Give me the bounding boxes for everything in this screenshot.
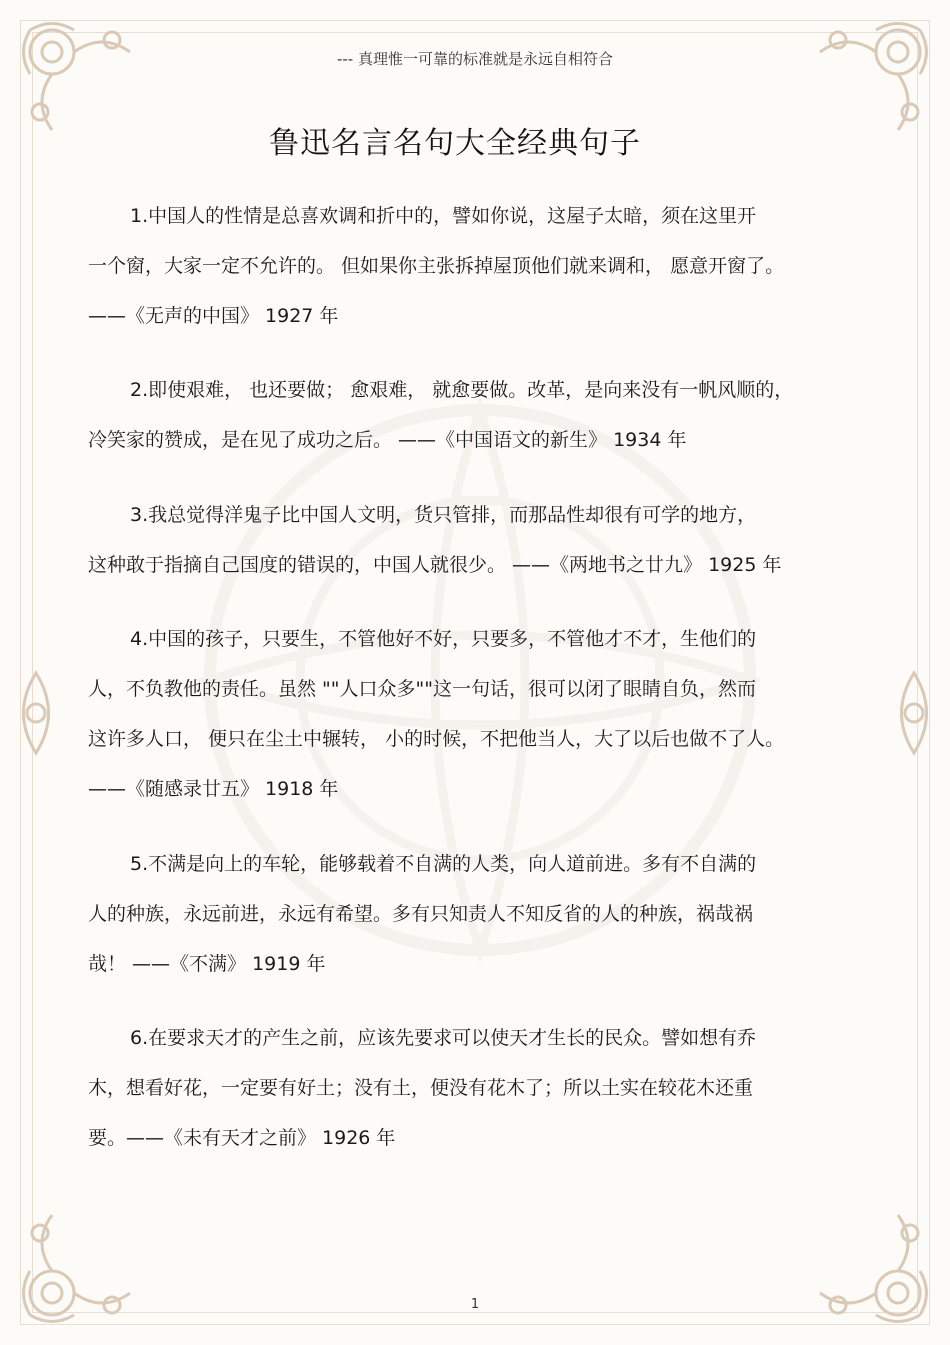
- header-quote: --- 真理惟一可靠的标准就是永远自相符合: [336, 50, 613, 68]
- quote-line: 木，想看好花，一定要有好土；没有土，便没有花木了；所以土实在较花木还重: [88, 1077, 754, 1099]
- quote-line: 这种敢于指摘自己国度的错误的，中国人就很少。 ——《两地书之廿九》 1925 年: [88, 554, 782, 576]
- quote-line: 哉！ ——《不满》 1919 年: [88, 953, 326, 975]
- quote-line: 6.在要求天才的产生之前，应该先要求可以使天才生长的民众。譬如想有乔: [130, 1027, 757, 1049]
- quote-item: [88, 191, 868, 341]
- quote-line: 这许多人口， 便只在尘土中辗转， 小的时候，不把他当人，大了以后也做不了人。: [88, 728, 785, 750]
- quote-item: [88, 1013, 868, 1163]
- side-ornament-left: [6, 668, 66, 758]
- corner-ornament-bottom-left: [12, 1203, 142, 1333]
- quote-item: [88, 490, 868, 590]
- quote-line: 人的种族，永远前进，永远有希望。多有只知责人不知反省的人的种族，祸哉祸: [88, 903, 754, 925]
- quote-line: 3.我总觉得洋鬼子比中国人文明，货只管排，而那品性却很有可学的地方，: [130, 504, 757, 526]
- quote-item: [88, 839, 868, 989]
- quote-source: ——《无声的中国》 1927 年: [88, 305, 339, 327]
- quote-line: 5.不满是向上的车轮，能够载着不自满的人类，向人道前进。多有不自满的: [130, 853, 757, 875]
- quote-line: 冷笑家的赞成，是在见了成功之后。 ——《中国语文的新生》 1934 年: [88, 429, 687, 451]
- side-ornament-right: [884, 668, 944, 758]
- quote-line: 要。——《未有天才之前》 1926 年: [88, 1127, 396, 1149]
- quote-line: 1.中国人的性情是总喜欢调和折中的，譬如你说，这屋子太暗，须在这里开: [130, 205, 757, 227]
- document-title: 鲁迅名言名句大全经典句子: [269, 126, 641, 161]
- quote-item: [88, 614, 868, 814]
- page-number: 1: [470, 1297, 480, 1312]
- quote-line: 一个窗，大家一定不允许的。 但如果你主张拆掉屋顶他们就来调和， 愿意开窗了。: [88, 255, 785, 277]
- quote-line: 人，不负教他的责任。虽然 ""人口众多""这一句话，很可以闭了眼睛自负，然而: [88, 678, 756, 700]
- quote-line: 2.即使艰难， 也还要做； 愈艰难， 就愈要做。改革，是向来没有一帆风顺的，: [130, 379, 794, 401]
- quote-item: [88, 365, 868, 465]
- quote-source: ——《随感录廿五》 1918 年: [88, 778, 339, 800]
- corner-ornament-bottom-right: [808, 1203, 938, 1333]
- quote-line: 4.中国的孩子，只要生，不管他好不好，只要多，不管他才不才，生他们的: [130, 628, 757, 650]
